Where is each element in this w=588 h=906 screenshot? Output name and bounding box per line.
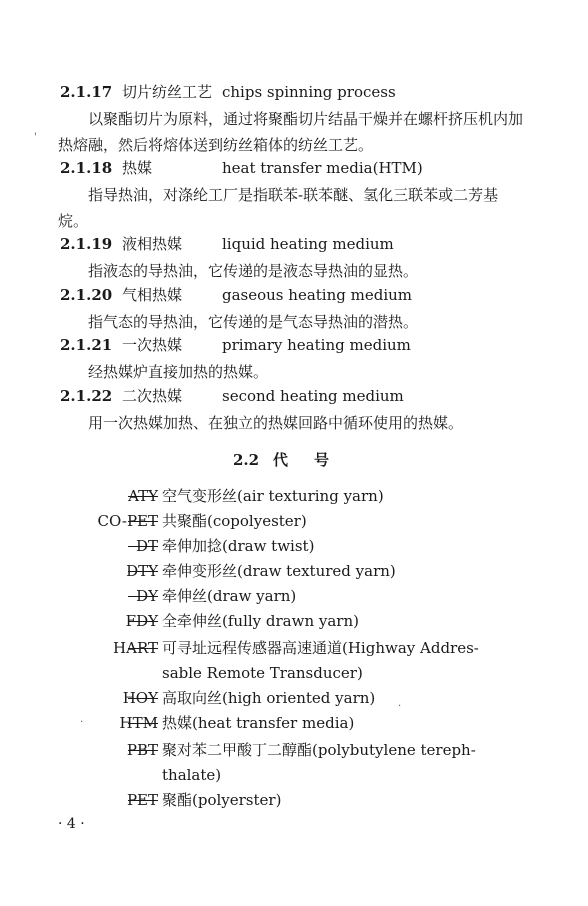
abbreviation-code: FDY <box>125 612 158 630</box>
term-chinese: 切片纺丝工艺 <box>122 83 213 101</box>
term-definition: 指导热油，对涤纶工厂是指联苯-联苯醚、氢化三联苯或二芳基烷。 <box>58 186 499 230</box>
term-chinese: 气相热媒 <box>122 286 183 304</box>
abbreviation-code: HTM <box>119 714 158 732</box>
abbreviation-code: HART <box>113 639 158 657</box>
term-heading <box>60 386 404 406</box>
abbreviation-code: CO-PET <box>97 512 158 530</box>
abbreviation-description: 牵伸丝(draw yarn) <box>162 587 297 605</box>
term-definition: 指液态的导热油，它传递的是液态导热油的显热。 <box>88 262 419 280</box>
term-number: 2.1.17 <box>60 83 113 101</box>
abbreviation-continuation: sable Remote Transducer) <box>162 664 363 682</box>
scan-mark: ' <box>34 132 37 143</box>
term-english: liquid heating medium <box>222 235 394 253</box>
term-number: 2.1.22 <box>60 387 113 405</box>
term-definition: 经热媒炉直接加热的热媒。 <box>88 363 269 381</box>
term-number: 2.1.20 <box>60 286 113 304</box>
abbreviation-description: 高取向丝(high oriented yarn) <box>162 689 376 707</box>
abbreviation-description: 聚对苯二甲酸丁二醇酯(polybutylene tereph- <box>162 741 476 759</box>
abbreviation-description: 牵伸加捻(draw twist) <box>162 537 315 555</box>
abbreviation-code: DTY <box>126 562 158 580</box>
term-chinese: 热媒 <box>122 159 153 177</box>
term-definition: 指气态的导热油，它传递的是气态导热油的潜热。 <box>88 313 419 331</box>
term-definition: 以聚酯切片为原料，通过将聚酯切片结晶干燥并在螺杆挤压机内加热熔融，然后将熔体送到纺丝箱体的纺丝工艺。 <box>58 110 524 154</box>
section-title: 代号 <box>273 451 356 469</box>
term-definition: 用一次热媒加热、在独立的热媒回路中循环使用的热媒。 <box>88 414 464 432</box>
abbreviation-description: 热媒(heat transfer media) <box>162 714 355 732</box>
abbreviation-code: HOY <box>122 689 158 707</box>
abbreviation-code: DT <box>135 537 158 555</box>
abbreviation-description: 聚酯(polyerster) <box>162 791 282 809</box>
term-english: primary heating medium <box>222 336 411 354</box>
term-number: 2.1.21 <box>60 336 113 354</box>
abbreviation-code: DY <box>136 587 158 605</box>
scan-mark: . <box>398 698 402 709</box>
abbreviation-description: 共聚酯(copolyester) <box>162 512 307 530</box>
abbreviation-description: 可寻址远程传感器高速通道(Highway Addres- <box>162 639 479 657</box>
section-number: 2.2 <box>232 451 260 469</box>
term-number: 2.1.19 <box>60 235 113 253</box>
abbreviation-code: PET <box>126 791 158 809</box>
term-chinese: 液相热媒 <box>122 235 183 253</box>
abbreviation-description: 全牵伸丝(fully drawn yarn) <box>162 612 359 630</box>
term-english: heat transfer media(HTM) <box>222 159 423 177</box>
term-heading <box>60 158 423 178</box>
term-english: gaseous heating medium <box>222 286 412 304</box>
term-chinese: 一次热媒 <box>122 336 183 354</box>
term-number: 2.1.18 <box>60 159 113 177</box>
section-heading <box>0 450 588 470</box>
abbreviation-code: PBT <box>126 741 158 759</box>
page-number: · 4 · <box>58 816 85 832</box>
abbreviation-description: 空气变形丝(air texturing yarn) <box>162 487 384 505</box>
term-heading <box>60 234 394 254</box>
scan-mark: . <box>80 714 84 725</box>
term-heading <box>60 285 412 305</box>
abbreviation-continuation: thalate) <box>162 766 222 784</box>
abbreviation-code: ATY <box>128 487 158 505</box>
term-heading <box>60 335 411 355</box>
term-english: second heating medium <box>222 387 404 405</box>
term-heading <box>60 82 396 102</box>
abbreviation-description: 牵伸变形丝(draw textured yarn) <box>162 562 396 580</box>
term-chinese: 二次热媒 <box>122 387 183 405</box>
term-english: chips spinning process <box>222 83 396 101</box>
